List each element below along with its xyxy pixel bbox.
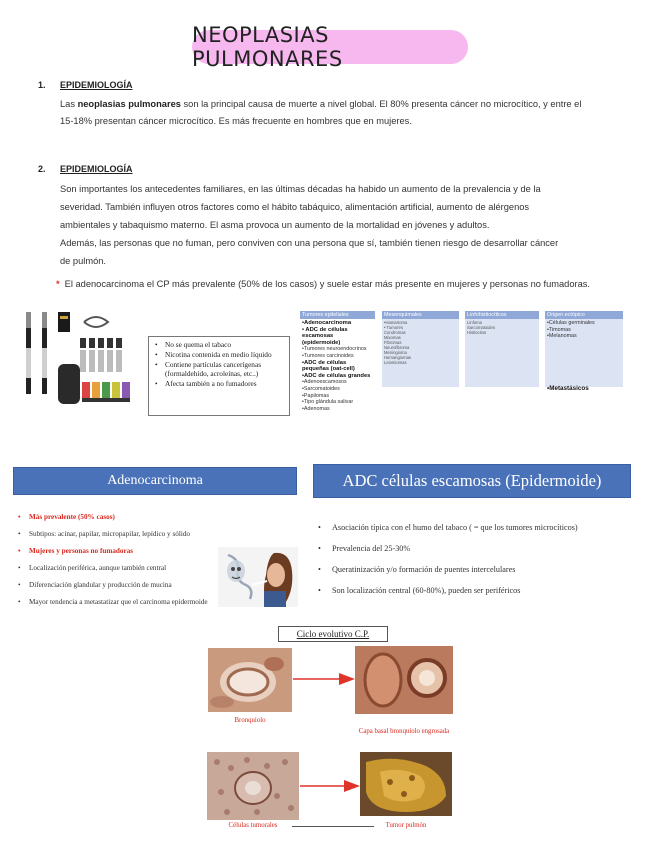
epidermoide-item: • Queratinización y/o formación de puentes intercelulares: [318, 559, 638, 580]
column-item: •ADC de células grandes: [302, 372, 371, 379]
bronquiolo-micrograph: [208, 648, 292, 712]
column-linfohistiociticos: [465, 311, 539, 387]
adenocarcinoma-item: • Mujeres y personas no fumadoras: [18, 543, 238, 560]
caption-bronquiolo: Bronquiolo: [234, 717, 266, 724]
column-header: [382, 311, 459, 319]
epidermoide-item: • Prevalencia del 25-30%: [318, 538, 638, 559]
adenocarcinoma-item: • Más prevalente (50% casos): [18, 509, 238, 526]
arrow-right-icon: [300, 779, 360, 793]
section-2-line: severidad. También influyen otros factores como el hábito tabáquico, alimentación artificial, aumento de alérgenos: [60, 202, 530, 212]
column-header-label: Origen ectópico: [547, 312, 585, 318]
column-items: [465, 319, 539, 336]
column-item: Meningioma: [384, 350, 407, 355]
section-2-line: Son importantes los antecedentes familiares, en las últimas décadas ha habido un aumento de la prevalencia y de la: [60, 184, 541, 194]
column-items: [300, 319, 375, 413]
caption-capa-basal: Capa basal bronquiolo engrosada: [358, 728, 450, 735]
e-cigarette-facts-box: [148, 336, 290, 416]
column-item: Sarcomatoides: [467, 325, 495, 330]
column-item: •Melanomas: [547, 333, 577, 340]
column-item: •Tipo glándula salivar: [302, 399, 354, 406]
column-item: Linfoma: [467, 320, 482, 325]
section-2-line: Además, las personas que no fuman, pero conviven con una persona que sí, también tienen riesgo de desarrollar cáncer: [60, 238, 559, 248]
column-item: •ADC de células pequeñas (oat-cell): [302, 359, 355, 373]
arrow-right-icon: [293, 672, 355, 686]
column-items: [382, 319, 459, 366]
column-body: [545, 319, 623, 387]
caption-tumor-pulmon: Tumor pulmón: [385, 822, 427, 829]
metastasicos-label: •Metastásicos: [547, 385, 589, 392]
column-footer: [545, 385, 623, 394]
column-header-label: Linfohistiocíticos: [467, 312, 507, 318]
column-body: [465, 319, 539, 387]
caption-celulas-tumorales: Células tumorales: [228, 822, 278, 829]
adenocarcinoma-item: • Mayor tendencia a metastatizar que el carcinoma epidermoide: [18, 594, 238, 611]
section-1-text-c: 15-18% presentan cáncer microcítico. Es más frecuente en hombres que en mujeres.: [60, 116, 412, 126]
column-header: [300, 311, 375, 319]
adenocarcinoma-list: [18, 509, 238, 611]
e-cig-fact: • Afecta también a no fumadores: [153, 379, 285, 388]
star-note-text: El adenocarcinoma el CP más prevalente (50% de los casos) y suele estar más presente en mujeres y personas no fumadoras.: [64, 279, 590, 289]
column-header-label: Tumores epiteliales: [302, 312, 349, 318]
divider-line: [292, 826, 374, 827]
column-body: [382, 319, 459, 387]
column-item: • ADC de células escamosas (epidermoide): [302, 326, 348, 346]
page-title-pill: [192, 23, 468, 71]
column-item: Hemangiomas: [384, 355, 411, 360]
section-2-line: ambientales y tabaquismo materno. El asma provoca un aumento de la mortalidad en jóvenes y adultos.: [60, 220, 490, 230]
column-item: • Tumores: [384, 325, 403, 330]
e-cig-fact: • Nicotina contenida en medio líquido: [153, 350, 285, 359]
column-item: •Tumores carcinoides: [302, 352, 354, 359]
section-1-paragraph: [60, 96, 630, 130]
capa-basal-micrograph: [355, 646, 453, 714]
column-item: •Timomas: [547, 326, 571, 333]
section-1-text-a: Las: [60, 99, 78, 109]
column-item: •Papilomas: [302, 392, 330, 399]
adenocarcinoma-item: • Subtipos: acinar, papilar, micropapilar, lepídico y sólido: [18, 526, 238, 543]
column-item: •Adenocarcinoma: [302, 320, 352, 326]
column-item: Fibromas: [384, 340, 402, 345]
column-header-label: Mesenquimales: [384, 312, 422, 318]
column-item: Condromas: [384, 330, 406, 335]
column-origen-ectopico: [545, 311, 623, 394]
cycle-title: Ciclo evolutivo C.P.: [296, 629, 370, 639]
asterisk-icon: *: [56, 279, 60, 289]
epidermoide-item: • Asociación típica con el humo del tabaco ( = que los tumores microcíticos): [318, 517, 638, 538]
celulas-tumorales-micrograph: [207, 752, 299, 820]
column-item: •Sarcomatoides: [302, 385, 340, 392]
epidermoide-header: [313, 464, 631, 498]
column-tumores-epiteliales: [300, 311, 375, 413]
column-item: •Células germinales: [547, 320, 595, 326]
smoking-woman-image: [218, 547, 298, 607]
adenocarcinoma-item: • Diferenciación glandular y producción de mucina: [18, 577, 238, 594]
adenocarcinoma-item: • Localización periférica, aunque también central: [18, 560, 238, 577]
section-2-paragraph: [60, 180, 640, 270]
column-item: •Hamartoma: [384, 320, 408, 325]
section-1-number: 1.: [38, 80, 46, 90]
e-cig-fact: • No se quema el tabaco: [153, 340, 285, 349]
column-header: [465, 311, 539, 319]
column-item: Neurofibroma: [384, 345, 410, 350]
section-2-line: de pulmón.: [60, 256, 106, 266]
column-item: •Tumores neuroendocrinos: [302, 346, 367, 353]
e-cig-fact: • Contiene partículas cancerígenas (formaldehído, acroleínas, etc..): [153, 360, 285, 378]
epidermoide-item: • Son localización central (60-80%), pueden ser periféricos: [318, 580, 638, 601]
column-item: •Adenomas: [302, 405, 330, 412]
column-header: [545, 311, 623, 319]
section-2-heading: EPIDEMIOLOGÍA: [60, 164, 133, 174]
section-2-number: 2.: [38, 164, 46, 174]
column-item: Mixomas: [384, 335, 401, 340]
column-item: Leiomiomas: [384, 360, 407, 365]
section-1-text-b: son la principal causa de muerte a nivel global. El 80% presenta cáncer no microcítico, y entre el: [180, 99, 582, 109]
section-1-bold-term: neoplasias pulmonares: [77, 99, 181, 109]
epidermoide-list: [318, 517, 638, 601]
section-2-star-note: [56, 276, 646, 293]
column-item: •Adenoescamosos: [302, 379, 347, 386]
tumor-pulmon-micrograph: [360, 752, 452, 816]
column-mesenquimales: [382, 311, 459, 387]
column-item: Histiocitos: [467, 330, 487, 335]
section-1-heading: EPIDEMIOLOGÍA: [60, 80, 133, 90]
page-title: NEOPLASIAS PULMONARES: [192, 23, 343, 71]
adenocarcinoma-title: Adenocarcinoma: [107, 473, 203, 488]
epidermoide-title: ADC células escamosas (Epidermoide): [342, 471, 602, 490]
e-cigarette-kit-image: [22, 308, 140, 416]
adenocarcinoma-header: [13, 467, 297, 495]
cycle-title-box: [278, 626, 388, 642]
column-items: [545, 319, 623, 341]
